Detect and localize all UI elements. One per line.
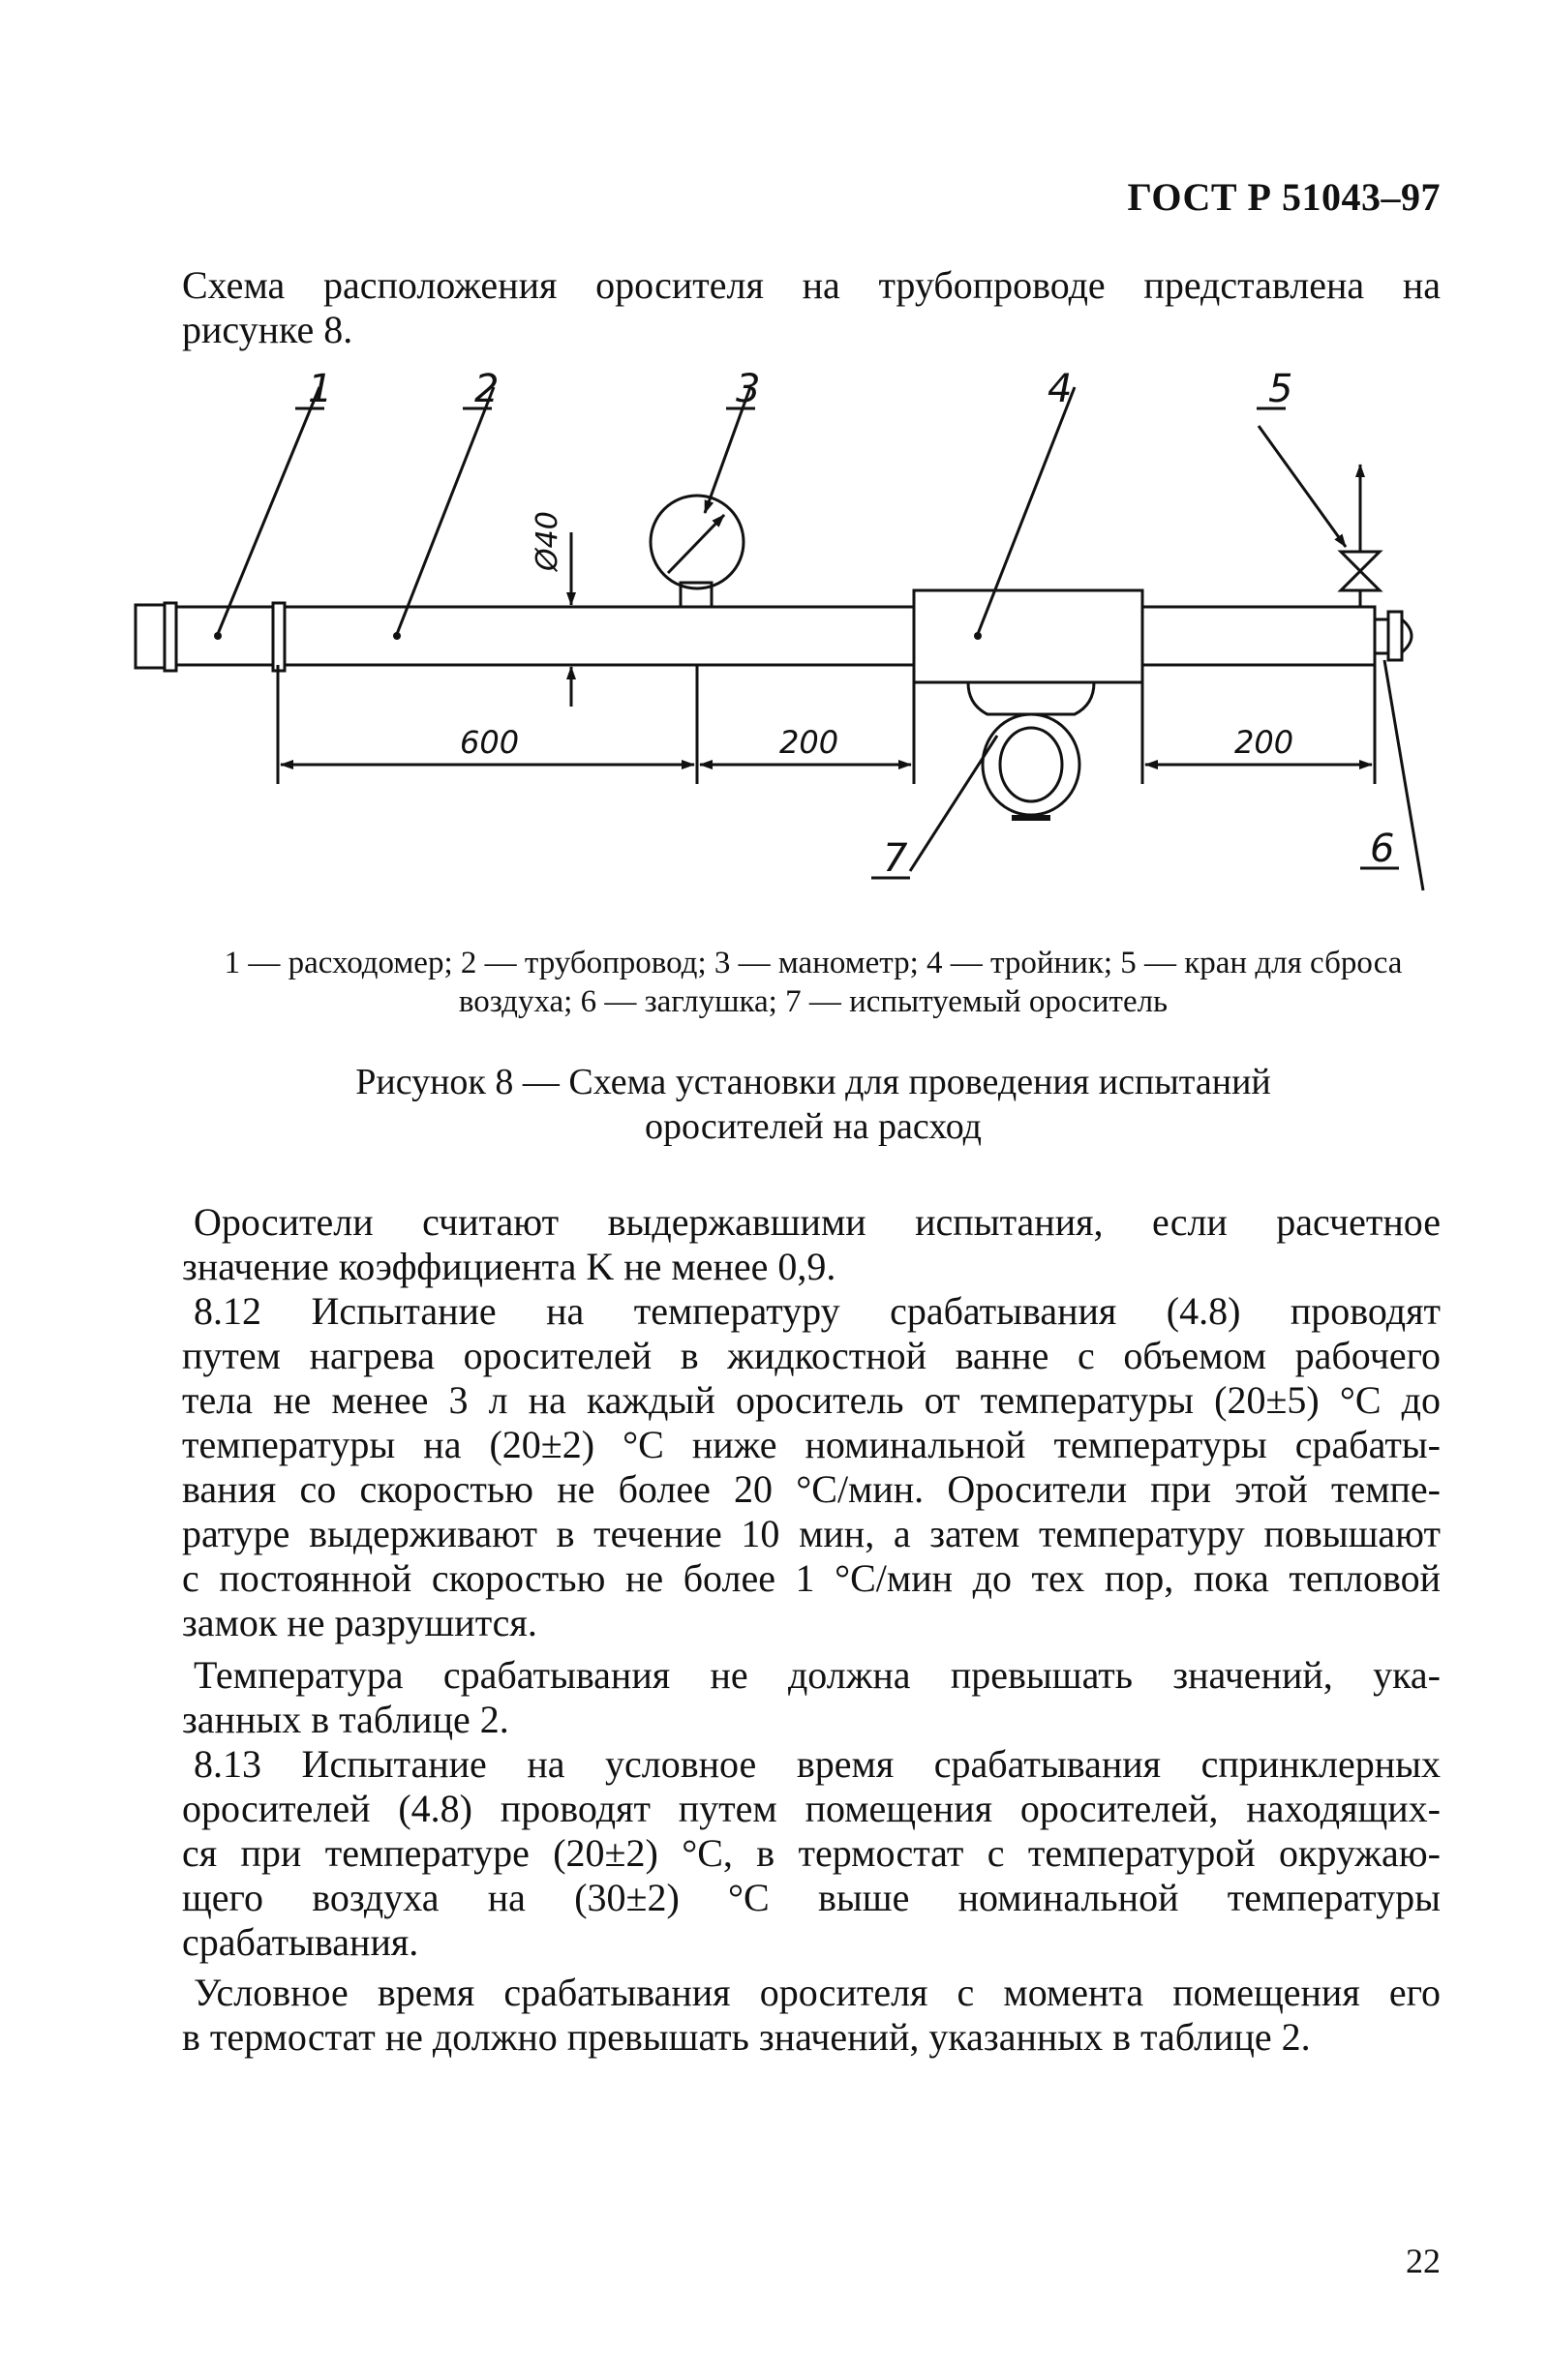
text-line: вания со скоростью не более 20 °С/мин. Оросители при этой темпе- <box>182 1467 1441 1511</box>
text-line: Оросители считают выдержавшими испытания, если расчетное <box>194 1200 1441 1244</box>
callout-2: 2 <box>474 367 500 411</box>
paragraph-result <box>182 1200 1441 1289</box>
text-line: с постоянной скоростью не более 1 °С/мин до тех пор, пока тепловой <box>182 1556 1441 1600</box>
page-number: 22 <box>1406 2242 1441 2280</box>
text-line: ратуре выдерживают в течение 10 мин, а затем температуру повышают <box>182 1512 1441 1555</box>
text-line: Условное время срабатывания оросителя с момента помещения его <box>194 1971 1441 2014</box>
dimension-200-b: 200 <box>1234 724 1294 761</box>
text-line: Схема расположения оросителя на трубопроводе представлена на <box>182 263 1441 307</box>
intro-paragraph <box>182 263 1441 352</box>
caption-line: оросителей на расход <box>644 1106 982 1147</box>
text-line: в термостат не должно превышать значений, указанных в таблице 2. <box>182 2015 1311 2059</box>
paragraph-8-12 <box>182 1289 1441 1645</box>
text-line: замок не разрушится. <box>182 1601 537 1644</box>
text-line: щего воздуха на (30±2) °С выше номинальной температуры <box>182 1876 1441 1919</box>
paragraph-limit <box>182 1653 1441 1742</box>
pipeline <box>285 607 1375 665</box>
document-code: ГОСТ Р 51043–97 <box>1127 175 1441 219</box>
legend-line: 1 — расходомер; 2 — трубопровод; 3 — манометр; 4 — тройник; 5 — кран для сброса <box>224 946 1403 980</box>
callout-6: 6 <box>1370 827 1395 871</box>
paragraph-8-13 <box>182 1742 1441 1965</box>
callout-5: 5 <box>1268 367 1293 411</box>
caption-line: Рисунок 8 — Схема установки для проведения испытаний <box>355 1062 1271 1102</box>
dimension-600: 600 <box>460 724 520 761</box>
text-line: срабатывания. <box>182 1920 419 1964</box>
figure-caption <box>194 1060 1433 1149</box>
test-rig-diagram <box>0 358 1549 900</box>
callout-7: 7 <box>883 836 908 881</box>
text-line: путем нагрева оросителей в жидкостной ванне с объемом рабочего <box>182 1334 1441 1377</box>
air-release-valve <box>1341 465 1380 607</box>
dimension-200-a: 200 <box>779 724 839 761</box>
callout-1: 1 <box>308 367 333 411</box>
diameter-label: Ø40 <box>531 511 564 571</box>
figure-legend <box>194 944 1433 1021</box>
plug <box>1375 612 1412 660</box>
paragraph-response-time <box>182 1971 1441 2060</box>
manometer <box>651 496 744 607</box>
callout-3: 3 <box>736 367 761 411</box>
callout-4: 4 <box>1048 367 1073 411</box>
text-line: значение коэффициента K не менее 0,9. <box>182 1245 836 1288</box>
text-line: тела не менее 3 л на каждый ороситель от температуры (20±5) °С до <box>182 1378 1441 1422</box>
text-line: Температура срабатывания не должна превышать значений, ука- <box>194 1653 1441 1697</box>
text-line: занных в таблице 2. <box>182 1698 509 1741</box>
text-line: рисунке 8. <box>182 308 353 351</box>
flowmeter-section <box>136 603 285 671</box>
text-line: 8.13 Испытание на условное время срабатывания спринклерных <box>194 1742 1441 1786</box>
text-line: температуры на (20±2) °С ниже номинальной температуры срабаты- <box>182 1423 1441 1466</box>
legend-line: воздуха; 6 — заглушка; 7 — испытуемый ороситель <box>458 984 1169 1019</box>
text-line: 8.12 Испытание на температуру срабатывания (4.8) проводят <box>194 1289 1441 1333</box>
text-line: оросителей (4.8) проводят путем помещения оросителей, находящих- <box>182 1787 1441 1830</box>
tee <box>914 590 1142 682</box>
text-line: ся при температуре (20±2) °С, в термостат с температурой окружаю- <box>182 1831 1441 1875</box>
